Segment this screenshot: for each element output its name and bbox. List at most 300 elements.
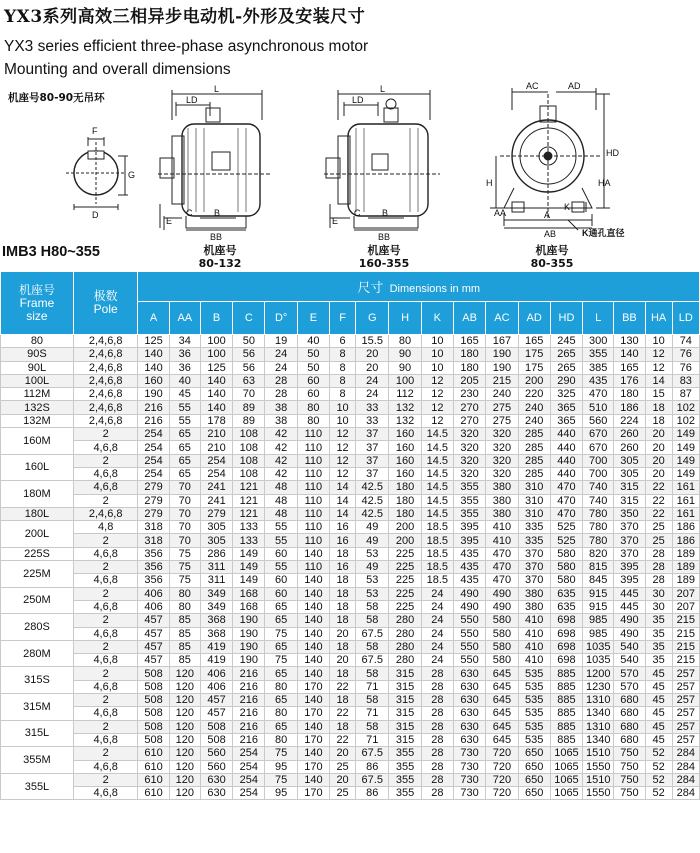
pole-cell: 2,4,6,8 xyxy=(73,374,138,387)
dimension-cell: 125 xyxy=(138,335,169,348)
column-header: AB xyxy=(453,302,485,335)
dimension-cell: 320 xyxy=(486,467,518,480)
dimension-cell: 630 xyxy=(453,694,485,707)
dimension-cell: 630 xyxy=(453,707,485,720)
dimension-cell: 125 xyxy=(200,361,232,374)
dim-label-F: F xyxy=(92,126,98,136)
dimension-cell: 740 xyxy=(583,494,614,507)
dimension-cell: 65 xyxy=(265,720,297,733)
frame-size-cell: 315L xyxy=(1,720,74,747)
dimension-cell: 315 xyxy=(389,667,421,680)
dimension-cell: 65 xyxy=(265,600,297,613)
table-row xyxy=(1,547,700,560)
pole-cell: 4,6,8 xyxy=(73,654,138,667)
dimension-cell: 645 xyxy=(486,667,518,680)
dimension-cell: 12 xyxy=(645,361,672,374)
dimension-cell: 300 xyxy=(583,335,614,348)
pole-cell: 4,6,8 xyxy=(73,627,138,640)
dimension-cell: 45 xyxy=(645,680,672,693)
dimension-cell: 28 xyxy=(421,667,453,680)
dimension-cell: 457 xyxy=(138,654,169,667)
caption-label: 机座号 xyxy=(367,244,401,257)
dimension-cell: 216 xyxy=(233,694,265,707)
dimension-cell: 45 xyxy=(645,667,672,680)
dimension-cell: 1550 xyxy=(583,760,614,773)
dimension-cell: 470 xyxy=(550,507,582,520)
dimension-cell: 508 xyxy=(138,694,169,707)
dimension-cell: 280 xyxy=(389,640,421,653)
dimension-cell: 580 xyxy=(486,640,518,653)
dimension-cell: 254 xyxy=(138,428,169,441)
pole-cell: 2 xyxy=(73,614,138,627)
dimension-cell: 370 xyxy=(614,547,645,560)
dimension-cell: 535 xyxy=(518,694,550,707)
dimension-cell: 254 xyxy=(138,467,169,480)
dimension-cell: 12 xyxy=(645,348,672,361)
dimension-cell: 110 xyxy=(297,507,329,520)
dimension-cell: 67.5 xyxy=(356,627,389,640)
dimension-cell: 680 xyxy=(614,733,645,746)
dimension-cell: 108 xyxy=(233,428,265,441)
dimension-cell: 260 xyxy=(614,428,645,441)
dimension-cell: 310 xyxy=(518,507,550,520)
dimension-cell: 55 xyxy=(265,534,297,547)
dimension-cell: 580 xyxy=(486,627,518,640)
dimension-cell: 700 xyxy=(583,454,614,467)
table-row xyxy=(1,521,700,534)
dimension-cell: 75 xyxy=(265,747,297,760)
dimension-cell: 12 xyxy=(330,441,356,454)
dimension-cell: 207 xyxy=(672,587,699,600)
dimension-cell: 200 xyxy=(518,374,550,387)
dimension-cell: 71 xyxy=(356,680,389,693)
front-view xyxy=(490,88,610,230)
dimension-cell: 490 xyxy=(614,627,645,640)
column-header: E xyxy=(297,302,329,335)
pole-cell: 4,6,8 xyxy=(73,600,138,613)
frame-size-cell: 225S xyxy=(1,547,74,560)
pole-cell: 2 xyxy=(73,720,138,733)
frame-size-cell: 315S xyxy=(1,667,74,694)
dimension-cell: 190 xyxy=(138,388,169,401)
dimension-cell: 355 xyxy=(389,773,421,786)
dimension-cell: 216 xyxy=(233,680,265,693)
dimension-cell: 14.5 xyxy=(421,507,453,520)
dimension-cell: 315 xyxy=(389,733,421,746)
dimension-cell: 110 xyxy=(297,467,329,480)
dimension-cell: 550 xyxy=(453,654,485,667)
dimension-cell: 254 xyxy=(233,760,265,773)
dimension-cell: 490 xyxy=(453,600,485,613)
dimension-cell: 370 xyxy=(614,521,645,534)
frame-size-cell: 112M xyxy=(1,388,74,401)
dimension-cell: 215 xyxy=(486,374,518,387)
dimension-cell: 350 xyxy=(614,507,645,520)
dimension-cell: 570 xyxy=(614,667,645,680)
frame-size-cell: 132S xyxy=(1,401,74,414)
dimension-cell: 370 xyxy=(518,547,550,560)
column-header: BB xyxy=(614,302,645,335)
dimension-cell: 30 xyxy=(645,587,672,600)
dimensions-header-cn: 尺寸 xyxy=(357,280,384,295)
pole-cell: 4,6,8 xyxy=(73,441,138,454)
dimension-cell: 133 xyxy=(233,521,265,534)
dimension-cell: 33 xyxy=(356,401,389,414)
table-row xyxy=(1,414,700,427)
dimension-cell: 1310 xyxy=(583,720,614,733)
pole-cell: 4,6,8 xyxy=(73,481,138,494)
dimension-cell: 28 xyxy=(421,760,453,773)
dimension-cell: 311 xyxy=(200,574,232,587)
dimension-cell: 25 xyxy=(645,534,672,547)
dimension-cell: 410 xyxy=(518,654,550,667)
dimension-cell: 280 xyxy=(389,614,421,627)
dimension-cell: 225 xyxy=(389,574,421,587)
dimension-cell: 210 xyxy=(200,428,232,441)
dimension-cell: 285 xyxy=(518,428,550,441)
dimension-cell: 14 xyxy=(645,374,672,387)
dimension-cell: 24 xyxy=(356,374,389,387)
pole-cell: 2,4,6,8 xyxy=(73,388,138,401)
dimension-cell: 19 xyxy=(265,335,297,348)
dimension-cell: 36 xyxy=(169,348,200,361)
dimension-cell: 320 xyxy=(453,454,485,467)
dimension-cell: 470 xyxy=(486,574,518,587)
pole-cell: 4,6,8 xyxy=(73,787,138,800)
dimension-cell: 284 xyxy=(672,760,699,773)
dimension-cell: 885 xyxy=(550,720,582,733)
dimension-cell: 20 xyxy=(356,361,389,374)
frame-size-cell: 160M xyxy=(1,428,74,455)
dimension-cell: 315 xyxy=(389,720,421,733)
dimension-cell: 45 xyxy=(645,733,672,746)
dimension-cell: 820 xyxy=(583,547,614,560)
dimension-cell: 18 xyxy=(330,574,356,587)
pole-cell: 4,6,8 xyxy=(73,574,138,587)
dimension-cell: 508 xyxy=(138,680,169,693)
dimension-cell: 50 xyxy=(297,348,329,361)
dimension-cell: 175 xyxy=(518,361,550,374)
table-row xyxy=(1,773,700,786)
dimension-cell: 635 xyxy=(550,600,582,613)
dimension-cell: 457 xyxy=(200,694,232,707)
dimension-cell: 190 xyxy=(233,627,265,640)
dim-label-L-2: L xyxy=(380,84,386,94)
dimension-cell: 508 xyxy=(200,733,232,746)
dimension-cell: 186 xyxy=(672,521,699,534)
dimension-cell: 457 xyxy=(200,707,232,720)
dimension-cell: 265 xyxy=(550,348,582,361)
dimension-cell: 52 xyxy=(645,787,672,800)
caption-label: 机座号 xyxy=(203,244,237,257)
column-header: HD xyxy=(550,302,582,335)
dimension-cell: 25 xyxy=(645,521,672,534)
dimension-cell: 630 xyxy=(453,667,485,680)
dimension-cell: 445 xyxy=(614,587,645,600)
frame-header-en2: size xyxy=(26,308,48,323)
dimension-cell: 315 xyxy=(389,707,421,720)
dimension-cell: 95 xyxy=(265,787,297,800)
table-row xyxy=(1,574,700,587)
dimension-cell: 140 xyxy=(138,361,169,374)
dimension-cell: 320 xyxy=(453,441,485,454)
table-row xyxy=(1,587,700,600)
column-header: D° xyxy=(265,302,297,335)
caption-80-132 xyxy=(196,244,244,270)
dimension-cell: 86 xyxy=(356,787,389,800)
dimension-cell: 165 xyxy=(453,335,485,348)
dimension-cell: 80 xyxy=(265,733,297,746)
table-row xyxy=(1,428,700,441)
pole-cell: 4,8 xyxy=(73,521,138,534)
dimension-cell: 535 xyxy=(518,733,550,746)
dimension-cell: 525 xyxy=(550,521,582,534)
dimension-cell: 70 xyxy=(169,507,200,520)
dimension-cell: 540 xyxy=(614,654,645,667)
pole-cell: 2,4,6,8 xyxy=(73,361,138,374)
table-row xyxy=(1,720,700,733)
dimension-cell: 550 xyxy=(453,640,485,653)
dimension-cell: 410 xyxy=(518,614,550,627)
dimension-cell: 254 xyxy=(200,454,232,467)
dimension-cell: 325 xyxy=(550,388,582,401)
dimension-cell: 380 xyxy=(486,481,518,494)
dimension-cell: 645 xyxy=(486,680,518,693)
dimension-cell: 168 xyxy=(233,587,265,600)
dimension-cell: 1510 xyxy=(583,773,614,786)
dimension-cell: 52 xyxy=(645,773,672,786)
dimension-cell: 254 xyxy=(233,747,265,760)
dimension-cell: 356 xyxy=(138,561,169,574)
table-row xyxy=(1,640,700,653)
dimension-cell: 645 xyxy=(486,707,518,720)
pole-cell: 2,4,6,8 xyxy=(73,414,138,427)
dimension-cell: 698 xyxy=(550,627,582,640)
dimension-cell: 535 xyxy=(518,667,550,680)
dimension-cell: 610 xyxy=(138,760,169,773)
frame-size-cell: 355M xyxy=(1,747,74,774)
dimension-cell: 525 xyxy=(550,534,582,547)
dimension-cell: 28 xyxy=(645,574,672,587)
dimension-cell: 38 xyxy=(265,401,297,414)
dimension-cell: 254 xyxy=(233,773,265,786)
dimension-cell: 86 xyxy=(356,760,389,773)
dimension-cell: 780 xyxy=(583,534,614,547)
dimension-cell: 60 xyxy=(297,374,329,387)
dimension-cell: 12 xyxy=(330,467,356,480)
dimension-cell: 254 xyxy=(233,787,265,800)
dimension-cell: 190 xyxy=(233,614,265,627)
dimension-cell: 190 xyxy=(486,361,518,374)
dimension-cell: 1340 xyxy=(583,707,614,720)
dimension-cell: 70 xyxy=(169,494,200,507)
dimension-cell: 670 xyxy=(583,441,614,454)
dimension-cell: 149 xyxy=(233,574,265,587)
dimension-cell: 24 xyxy=(421,587,453,600)
dimension-cell: 38 xyxy=(265,414,297,427)
dimension-cell: 14.5 xyxy=(421,441,453,454)
dimension-cell: 335 xyxy=(518,534,550,547)
dimension-cell: 58 xyxy=(356,694,389,707)
dimension-cell: 76 xyxy=(672,348,699,361)
dimension-cell: 110 xyxy=(297,494,329,507)
dimension-cell: 42 xyxy=(265,441,297,454)
pole-cell: 4,6,8 xyxy=(73,760,138,773)
dimension-cell: 18 xyxy=(645,401,672,414)
dimension-cell: 540 xyxy=(614,640,645,653)
dimension-cell: 14.5 xyxy=(421,481,453,494)
dimension-cell: 65 xyxy=(169,467,200,480)
dimension-cell: 110 xyxy=(297,561,329,574)
dimension-cell: 120 xyxy=(169,733,200,746)
table-row xyxy=(1,481,700,494)
dimension-cell: 80 xyxy=(169,587,200,600)
dimension-cell: 120 xyxy=(169,667,200,680)
dimension-cell: 53 xyxy=(356,574,389,587)
dimension-cell: 161 xyxy=(672,481,699,494)
dimension-cell: 560 xyxy=(200,747,232,760)
dimension-cell: 419 xyxy=(200,640,232,653)
column-header: AD xyxy=(518,302,550,335)
dimension-cell: 10 xyxy=(645,335,672,348)
dimension-cell: 355 xyxy=(453,507,485,520)
dim-label-B-1: B xyxy=(214,208,221,218)
dimension-cell: 58 xyxy=(356,667,389,680)
dimension-cell: 89 xyxy=(233,414,265,427)
mounting-diagrams xyxy=(0,80,700,270)
caption-160-355 xyxy=(356,244,412,270)
dimension-cell: 58 xyxy=(356,640,389,653)
dimension-cell: 241 xyxy=(200,494,232,507)
dimension-cell: 170 xyxy=(297,760,329,773)
dimension-cell: 18 xyxy=(330,587,356,600)
dimension-cell: 470 xyxy=(550,494,582,507)
dimension-cell: 508 xyxy=(138,667,169,680)
caption-front-80-355 xyxy=(524,244,580,270)
dim-label-LD-1: LD xyxy=(186,95,198,105)
dimension-cell: 42 xyxy=(265,428,297,441)
dimension-cell: 440 xyxy=(550,441,582,454)
pole-header-en: Pole xyxy=(93,302,118,316)
dimension-cell: 90 xyxy=(389,348,421,361)
dimension-cell: 190 xyxy=(233,640,265,653)
dimension-cell: 8 xyxy=(330,388,356,401)
dim-label-BB-2: BB xyxy=(378,232,391,242)
dimension-cell: 189 xyxy=(672,547,699,560)
pole-cell: 2 xyxy=(73,640,138,653)
dimension-cell: 406 xyxy=(138,587,169,600)
dimension-cell: 380 xyxy=(518,587,550,600)
dimension-cell: 18 xyxy=(330,667,356,680)
dimension-cell: 560 xyxy=(583,414,614,427)
table-row xyxy=(1,747,700,760)
dim-label-D: D xyxy=(92,210,99,220)
pole-cell: 2 xyxy=(73,534,138,547)
dimension-cell: 335 xyxy=(518,521,550,534)
dimension-cell: 315 xyxy=(389,694,421,707)
dimension-cell: 285 xyxy=(518,467,550,480)
dimension-cell: 730 xyxy=(453,747,485,760)
dimension-cell: 56 xyxy=(233,348,265,361)
dimension-cell: 1230 xyxy=(583,680,614,693)
dimension-cell: 18 xyxy=(330,600,356,613)
dimension-cell: 76 xyxy=(672,361,699,374)
dimension-cell: 121 xyxy=(233,494,265,507)
dimension-cell: 28 xyxy=(421,680,453,693)
dimension-cell: 80 xyxy=(169,600,200,613)
frame-size-header xyxy=(1,272,74,335)
dimension-cell: 12 xyxy=(421,388,453,401)
caption-range: 160-355 xyxy=(358,257,410,270)
dimension-cell: 28 xyxy=(265,388,297,401)
dimension-cell: 490 xyxy=(486,600,518,613)
dimension-cell: 380 xyxy=(486,494,518,507)
pole-cell: 2 xyxy=(73,773,138,786)
dimension-cell: 368 xyxy=(200,614,232,627)
dimension-cell: 380 xyxy=(486,507,518,520)
dimension-cell: 580 xyxy=(486,654,518,667)
frame-size-cell: 132M xyxy=(1,414,74,427)
dimension-cell: 18.5 xyxy=(421,521,453,534)
dimension-cell: 730 xyxy=(453,787,485,800)
dimension-cell: 20 xyxy=(330,747,356,760)
dimension-cell: 53 xyxy=(356,587,389,600)
column-header: AA xyxy=(169,302,200,335)
dimension-cell: 190 xyxy=(233,654,265,667)
dimension-cell: 110 xyxy=(297,454,329,467)
table-row xyxy=(1,534,700,547)
table-row xyxy=(1,667,700,680)
dimension-cell: 318 xyxy=(138,534,169,547)
dimension-cell: 1065 xyxy=(550,787,582,800)
frame-size-cell: 280S xyxy=(1,614,74,641)
dimension-cell: 37 xyxy=(356,454,389,467)
table-row xyxy=(1,787,700,800)
dimension-cell: 132 xyxy=(389,414,421,427)
dimension-cell: 180 xyxy=(453,348,485,361)
dimension-cell: 71 xyxy=(356,707,389,720)
frame-size-cell: 100L xyxy=(1,374,74,387)
table-row xyxy=(1,707,700,720)
dimension-cell: 15 xyxy=(645,388,672,401)
dimension-cell: 28 xyxy=(421,694,453,707)
dimension-cell: 160 xyxy=(389,454,421,467)
shaft-end-view xyxy=(66,137,128,210)
dimension-cell: 50 xyxy=(297,361,329,374)
column-header: HA xyxy=(645,302,672,335)
pole-header xyxy=(73,272,138,335)
dimension-cell: 254 xyxy=(138,454,169,467)
dimension-cell: 240 xyxy=(486,388,518,401)
table-row xyxy=(1,401,700,414)
dimension-cell: 280 xyxy=(389,654,421,667)
dimension-cell: 60 xyxy=(265,574,297,587)
dimension-cell: 240 xyxy=(518,414,550,427)
table-row xyxy=(1,454,700,467)
table-row xyxy=(1,467,700,480)
dimension-cell: 90 xyxy=(389,361,421,374)
dimension-cell: 535 xyxy=(518,707,550,720)
dimension-cell: 168 xyxy=(233,600,265,613)
dimension-cell: 110 xyxy=(297,428,329,441)
dimension-cell: 120 xyxy=(169,680,200,693)
dimension-cell: 65 xyxy=(169,454,200,467)
dimension-cell: 75 xyxy=(265,773,297,786)
table-row xyxy=(1,561,700,574)
dim-label-K-desc: K通孔直径 xyxy=(582,228,625,238)
dimension-cell: 170 xyxy=(297,707,329,720)
dimension-cell: 189 xyxy=(672,561,699,574)
